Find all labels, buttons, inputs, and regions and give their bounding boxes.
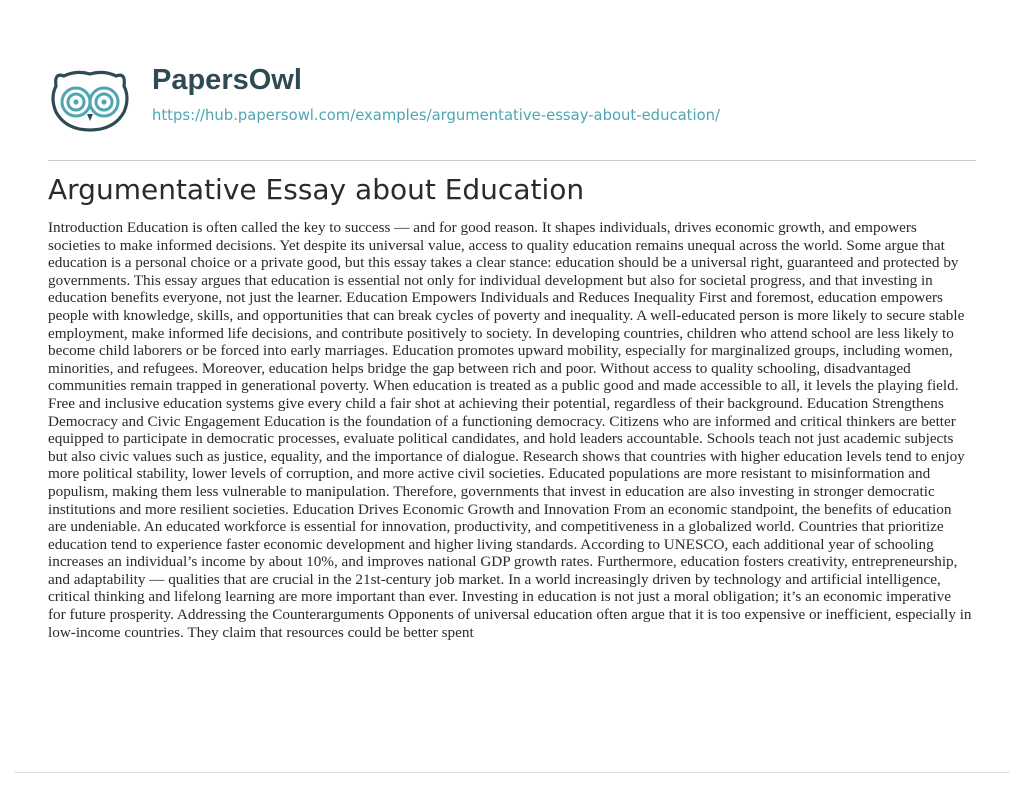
essay-body: Introduction Education is often called the key to success — and for good reason. It shapes individuals, drives economic growth, and empowers societies to make informed decisions. Yet despite its universal value, access to quality education remains unequal across the world. Some argue that education is a personal choice or a private good, but this essay takes a clear stance: education should be a universal right, guaranteed and protected by governments. This essay argues that education is essential not only for individual development but also for societal progress, and that investing in education benefits everyone, not just the learner. Education Empowers Individuals and Reduces Inequality First and foremost, education empowers people with knowledge, skills, and opportunities that can break cycles of poverty and inequality. A well-educated person is more likely to secure stable employment, make informed life decisions, and contribute positively to society. In developing countries, children who attend school are less likely to become child laborers or be forced into early marriages. Education promotes upward mobility, especially for marginalized groups, including women, minorities, and refugees. Moreover, education helps bridge the gap between rich and poor. Without access to quality schooling, disadvantaged communities remain trapped in generational poverty. When education is treated as a public good and made accessible to all, it levels the playing field. Free and inclusive education systems give every child a fair shot at achieving their potential, regardless of their background. Education Strengthens Democracy and Civic Engagement Education is the foundation of a functioning democracy. Citizens who are informed and critical thinkers are better equipped to participate in democratic processes, evaluate political candidates, and hold leaders accountable. Schools teach not just academic subjects but also civic values such as justice, equality, and the importance of dialogue. Research shows that countries with higher education levels tend to enjoy more political stability, lower levels of corruption, and more active civil societies. Educated populations are more resistant to misinformation and populism, making them less vulnerable to manipulation. Therefore, governments that invest in education are also investing in stronger democratic institutions and more resilient societies. Education Drives Economic Growth and Innovation From an economic standpoint, the benefits of education are undeniable. An educated workforce is essential for innovation, productivity, and competitiveness in a globalized world. Countries that prioritize education tend to experience faster economic development and higher living standards. According to UNESCO, each additional year of schooling increases an individual’s income by about 10%, and improves national GDP growth rates. Furthermore, education fosters creativity, entrepreneurship, and adaptability — qualities that are crucial in the 21st-century job market. In a world increasingly driven by technology and artificial intelligence, critical thinking and lifelong learning are more important than ever. Investing in education is not just a moral obligation; it’s an economic imperative for future prosperity. Addressing the Counterarguments Opponents of universal education often argue that it is too expensive or inefficient, especially in low-income countries. They claim that resources could be better spent [48,219,972,641]
source-url[interactable]: https://hub.papersowl.com/examples/argumentative-essay-about-education/ [152,107,720,124]
header [48,58,988,142]
header-divider [48,160,976,161]
owl-logo-icon [48,68,132,132]
brand-name: PapersOwl [152,64,302,96]
footer-divider [14,772,1010,773]
essay-title: Argumentative Essay about Education [48,173,585,206]
